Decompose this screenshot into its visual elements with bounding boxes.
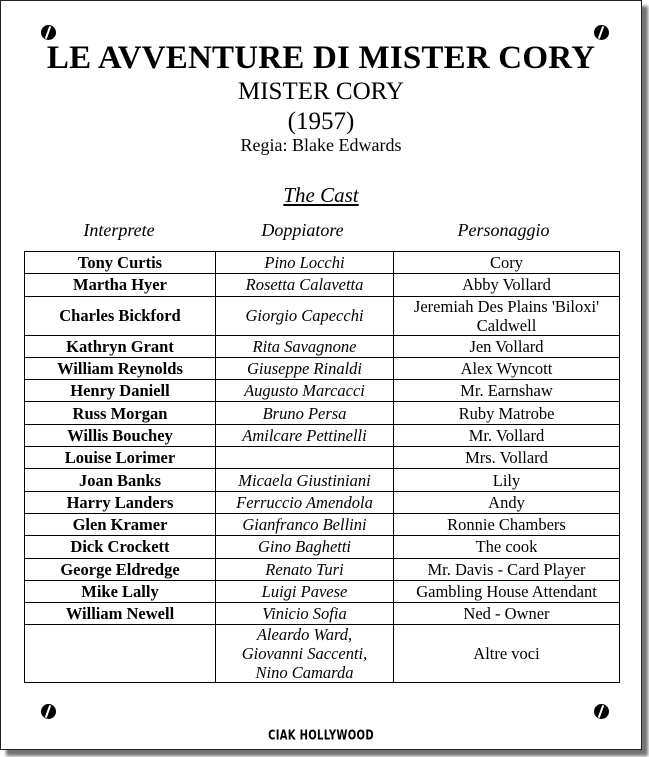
cell-voice: Ferruccio Amendola <box>216 491 394 513</box>
cell-actor: Russ Morgan <box>25 402 216 424</box>
cell-actor: Harry Landers <box>25 491 216 513</box>
table-row <box>25 536 620 558</box>
column-header-role: Personaggio <box>457 220 550 240</box>
cell-role: Mr. Earnshaw <box>394 380 620 402</box>
cell-role: Mrs. Vollard <box>394 447 620 469</box>
cell-voice: Renato Turi <box>216 558 394 580</box>
cell-actor: William Reynolds <box>25 357 216 379</box>
cell-role: Abby Vollard <box>394 274 620 296</box>
cell-voice: Giorgio Capecchi <box>216 296 394 335</box>
table-row <box>25 274 620 296</box>
page-title: LE AVVENTURE DI MISTER CORY <box>46 40 596 76</box>
screw-icon-bottom-right <box>594 704 609 719</box>
cell-actor: Willis Bouchey <box>25 424 216 446</box>
table-row <box>25 447 620 469</box>
cell-voice: Luigi Pavese <box>216 580 394 602</box>
cell-voice: Vinicio Sofia <box>216 603 394 625</box>
table-row <box>25 252 620 274</box>
original-title: MISTER CORY <box>237 78 404 105</box>
ciak-hollywood-logo: CIAK HOLLYWOOD <box>268 729 374 744</box>
screw-icon-bottom-left <box>41 704 56 719</box>
cell-actor: William Newell <box>25 603 216 625</box>
cell-role: Cory <box>394 252 620 274</box>
table-row <box>25 357 620 379</box>
cell-actor <box>25 625 216 683</box>
table-row <box>25 380 620 402</box>
cell-actor: Martha Hyer <box>25 274 216 296</box>
cell-role: Altre voci <box>394 625 620 683</box>
cell-actor: Henry Daniell <box>25 380 216 402</box>
cell-role: Jen Vollard <box>394 335 620 357</box>
table-row <box>25 513 620 535</box>
table-row <box>25 469 620 491</box>
cell-role: Alex Wyncott <box>394 357 620 379</box>
cell-actor: Kathryn Grant <box>25 335 216 357</box>
cell-role: Ned - Owner <box>394 603 620 625</box>
cell-role: Andy <box>394 491 620 513</box>
table-row-other-voices <box>25 625 620 683</box>
cell-voice: Giuseppe Rinaldi <box>216 357 394 379</box>
director-credit: Regia: Blake Edwards <box>240 135 402 155</box>
table-row <box>25 491 620 513</box>
column-header-actor: Interprete <box>83 220 155 240</box>
cell-actor: Tony Curtis <box>25 252 216 274</box>
table-row <box>25 424 620 446</box>
table-row <box>25 296 620 335</box>
cell-voice: Bruno Persa <box>216 402 394 424</box>
cell-role: Ronnie Chambers <box>394 513 620 535</box>
cell-actor: Charles Bickford <box>25 296 216 335</box>
table-row <box>25 402 620 424</box>
cell-actor: Joan Banks <box>25 469 216 491</box>
cell-voice: Pino Locchi <box>216 252 394 274</box>
cell-voice <box>216 447 394 469</box>
cell-actor: Louise Lorimer <box>25 447 216 469</box>
table-row <box>25 603 620 625</box>
cell-voice-list <box>216 625 394 683</box>
cast-table <box>24 251 620 683</box>
cell-role: The cook <box>394 536 620 558</box>
column-header-voice: Doppiatore <box>261 220 344 240</box>
cast-heading: The Cast <box>283 183 359 207</box>
cell-voice: Rosetta Calavetta <box>216 274 394 296</box>
cell-voice: Amilcare Pettinelli <box>216 424 394 446</box>
cell-role: Mr. Vollard <box>394 424 620 446</box>
table-row <box>25 580 620 602</box>
release-year: (1957) <box>287 108 355 135</box>
cell-actor: Glen Kramer <box>25 513 216 535</box>
screw-icon-top-left <box>41 25 56 40</box>
cell-voice: Rita Savagnone <box>216 335 394 357</box>
cell-role: Ruby Matrobe <box>394 402 620 424</box>
table-row <box>25 558 620 580</box>
table-row <box>25 335 620 357</box>
cell-role: Mr. Davis - Card Player <box>394 558 620 580</box>
voice-name: Aleardo Ward, <box>256 625 353 645</box>
cell-actor: George Eldredge <box>25 558 216 580</box>
cell-actor: Dick Crockett <box>25 536 216 558</box>
cell-voice: Gianfranco Bellini <box>216 513 394 535</box>
cell-actor: Mike Lally <box>25 580 216 602</box>
cell-role: Lily <box>394 469 620 491</box>
cell-role: Gambling House Attendant <box>394 580 620 602</box>
screw-icon-top-right <box>594 25 609 40</box>
voice-name: Giovanni Saccenti, <box>241 644 368 664</box>
voice-name: Nino Camarda <box>255 663 354 683</box>
cell-voice: Augusto Marcacci <box>216 380 394 402</box>
cell-voice: Gino Baghetti <box>216 536 394 558</box>
cell-role: Jeremiah Des Plains 'Biloxi' Caldwell <box>394 296 620 335</box>
cell-voice: Micaela Giustiniani <box>216 469 394 491</box>
